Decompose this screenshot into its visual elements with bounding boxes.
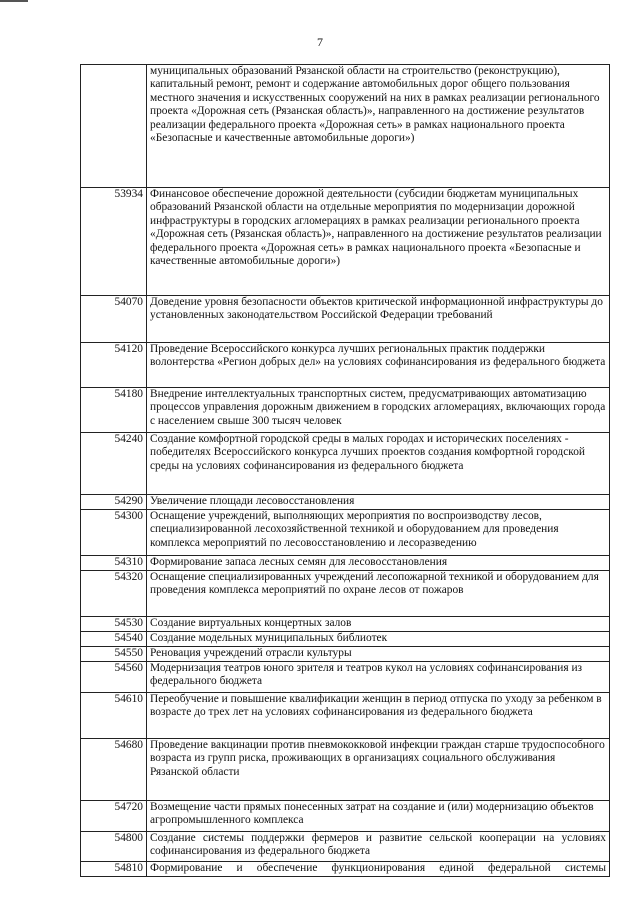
row-description: Формирование и обеспечение функционирования единой федеральной системы: [147, 862, 610, 877]
row-code: 54560: [81, 662, 147, 693]
row-code: 54550: [81, 647, 147, 662]
row-code: 54070: [81, 296, 147, 343]
row-description: Внедрение интеллектуальных транспортных систем, предусматривающих автоматизацию процессов управления дорожным движением в городских агломерациях, включающих города с населением свыше 300 тысяч человек: [147, 388, 610, 433]
table-row: [81, 495, 610, 510]
row-code: 54610: [81, 693, 147, 739]
row-description: Увеличение площади лесовосстановления: [147, 495, 610, 510]
row-code: 54240: [81, 433, 147, 495]
table-row: [81, 862, 610, 877]
row-code: 54180: [81, 388, 147, 433]
row-code: 54680: [81, 739, 147, 801]
row-code: 54290: [81, 495, 147, 510]
table-row: [81, 662, 610, 693]
row-description: Финансовое обеспечение дорожной деятельности (субсидии бюджетам муниципальных образований Рязанской области на отдельные мероприятия по модернизации дорожной инфраструктуры в городских агломерациях в рамках реализации регионального проекта «Дорожная сеть (Рязанская область)», направленного на достижение результатов реализации федерального проекта «Дорожная сеть» в рамках национального проекта «Безопасные и качественные автомобильные дороги»): [147, 188, 610, 296]
table-row: [81, 647, 610, 662]
row-description: муниципальных образований Рязанской области на строительство (реконструкцию), капитальный ремонт, ремонт и содержание автомобильных дорог общего пользования местного значения и искусственных сооружений на них в рамках реализации регионального проекта «Дорожная сеть (Рязанская область)», направленного на достижение результатов реализации федерального проекта «Дорожная сеть» в рамках национального проекта «Безопасные и качественные автомобильные дороги»): [147, 65, 610, 188]
row-description: Переобучение и повышение квалификации женщин в период отпуска по уходу за ребенком в возрасте до трех лет на условиях софинансирования из федерального бюджета: [147, 693, 610, 739]
row-code: 54720: [81, 801, 147, 832]
table-row: [81, 510, 610, 556]
table-row: [81, 433, 610, 495]
row-description: Создание комфортной городской среды в малых городах и исторических поселениях - победителях Всероссийского конкурса лучших проектов создания комфортной городской среды на условиях софинансирования из федерального бюджета: [147, 433, 610, 495]
table-row: [81, 632, 610, 647]
row-description: Доведение уровня безопасности объектов критической информационной инфраструктуры до установленных законодательством Российской Федерации требований: [147, 296, 610, 343]
row-description: Формирование запаса лесных семян для лесовосстановления: [147, 556, 610, 571]
row-code: 53934: [81, 188, 147, 296]
table-row: [81, 188, 610, 296]
row-description: Оснащение учреждений, выполняющих мероприятия по воспроизводству лесов, специализированной лесохозяйственной техникой и оборудованием для проведения комплекса мероприятий по лесовосстановлению и лесоразведению: [147, 510, 610, 556]
row-description: Проведение Всероссийского конкурса лучших региональных практик поддержки волонтерства «Регион добрых дел» на условиях софинансирования из федерального бюджета: [147, 343, 610, 388]
row-description: Создание системы поддержки фермеров и развитие сельской кооперации на условиях софинансирования из федерального бюджета: [147, 832, 610, 862]
table-row: [81, 556, 610, 571]
row-description: Проведение вакцинации против пневмококковой инфекции граждан старше трудоспособного возраста из групп риска, проживающих в организациях социального обслуживания Рязанской области: [147, 739, 610, 801]
row-description: Создание виртуальных концертных залов: [147, 617, 610, 632]
row-code: 54310: [81, 556, 147, 571]
table-row: [81, 617, 610, 632]
row-code: 54540: [81, 632, 147, 647]
row-code: 54300: [81, 510, 147, 556]
table-row: [81, 801, 610, 832]
row-description: Возмещение части прямых понесенных затрат на создание и (или) модернизацию объектов агропромышленного комплекса: [147, 801, 610, 832]
row-description: Создание модельных муниципальных библиотек: [147, 632, 610, 647]
row-description: Модернизация театров юного зрителя и театров кукол на условиях софинансирования из федерального бюджета: [147, 662, 610, 693]
row-code: 54810: [81, 862, 147, 877]
table-row: [81, 693, 610, 739]
table-row: [81, 388, 610, 433]
table-row: [81, 65, 610, 188]
row-code: 54530: [81, 617, 147, 632]
row-code: 54120: [81, 343, 147, 388]
table-row: [81, 343, 610, 388]
table-row: [81, 296, 610, 343]
corner-scan-mark: [0, 0, 28, 2]
row-code: 54800: [81, 832, 147, 862]
page-number: 7: [317, 35, 323, 49]
table-row: [81, 739, 610, 801]
row-description: Реновация учреждений отрасли культуры: [147, 647, 610, 662]
table-row: [81, 832, 610, 862]
table-row: [81, 571, 610, 617]
budget-codes-table: [80, 64, 610, 877]
row-code: 54320: [81, 571, 147, 617]
row-description: Оснащение специализированных учреждений лесопожарной техникой и оборудованием для проведения комплекса мероприятий по охране лесов от пожаров: [147, 571, 610, 617]
row-code: [81, 65, 147, 188]
